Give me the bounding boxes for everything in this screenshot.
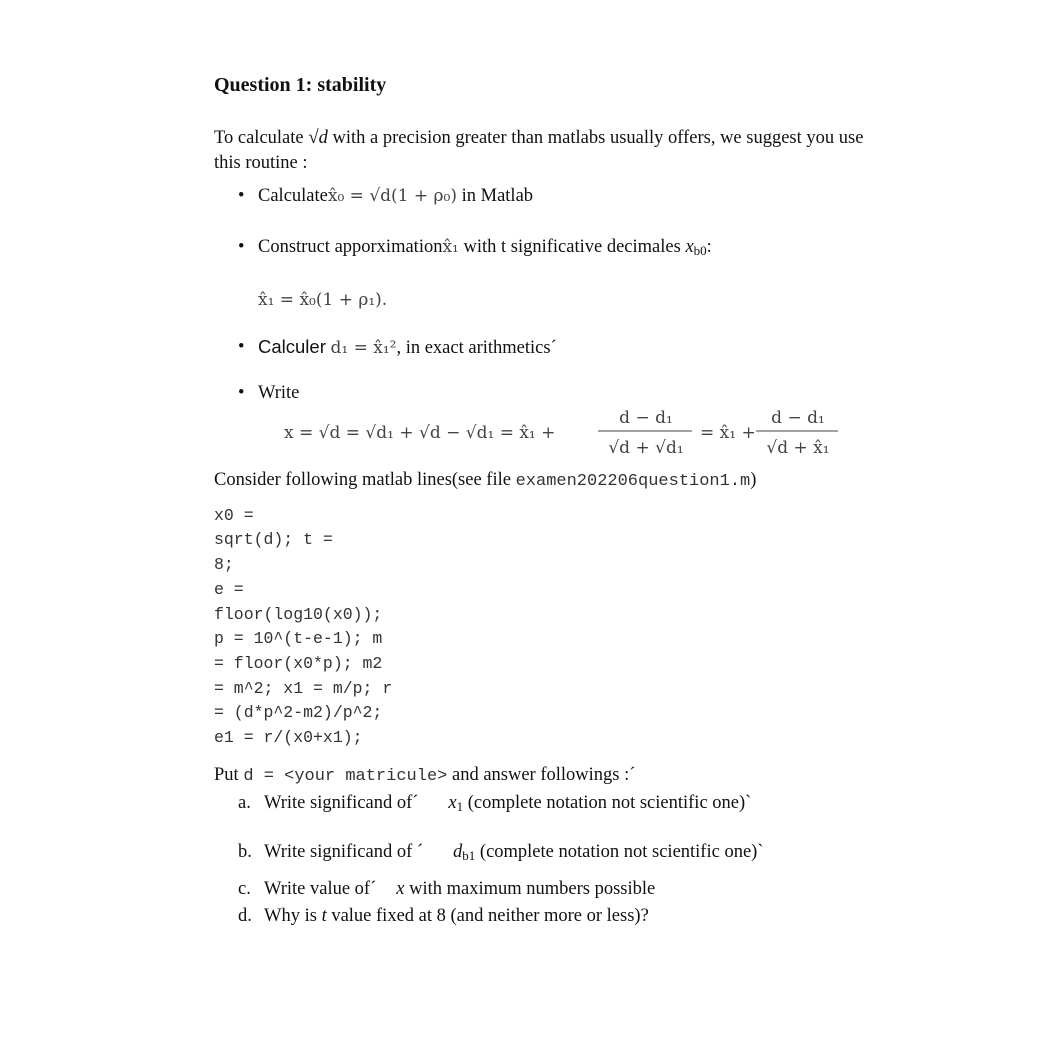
big-equation-mid: = x̂₁ + [700, 422, 756, 443]
question-tail: with maximum numbers possible [409, 878, 656, 899]
code-line: floor(log10(x0)); [214, 604, 383, 624]
question-var: t [321, 905, 327, 926]
bullet-var-sub: b0 [693, 242, 707, 258]
frac2-denominator: √d + x̂₁ [766, 437, 830, 458]
intro-text-after: with a precision greater than matlabs usually offers, we suggest you use this routine : [214, 128, 864, 173]
document-page [214, 72, 874, 929]
put-line [214, 763, 874, 789]
put-lead: Put [214, 764, 239, 785]
question-item-d [214, 904, 874, 929]
question-var: x [448, 792, 457, 813]
big-equation-lhs: x = √d = √d₁ + √d − √d₁ = x̂₁ + [284, 422, 556, 443]
question-text: Write value of´ [264, 878, 377, 899]
question-label: b. [238, 841, 252, 862]
question-item-a [214, 791, 874, 816]
equation-x1-text: x̂₁ = x̂₀(1 + ρ₁). [258, 289, 388, 310]
bullet-lead: Construct apporximation [258, 236, 443, 257]
question-text: Write significand of´ [264, 792, 419, 813]
consider-line [214, 468, 874, 494]
question-var-sub: b1 [462, 847, 476, 863]
intro-text-before: To calculate [214, 128, 304, 148]
question-tail: value fixed at 8 (and neither more or less)? [331, 905, 649, 926]
bullet-dot: • [238, 185, 245, 206]
question-item-b [214, 840, 874, 865]
big-equation-svg [280, 406, 840, 462]
code-line: e1 = r/(x0+x1); [214, 728, 363, 748]
question-var-sub: 1 [456, 798, 464, 814]
question-title: Question 1: stability [214, 74, 387, 96]
bullet-tail: , in exact arithmetics´ [396, 337, 557, 358]
code-line: sqrt(d); t = [214, 530, 333, 550]
question-label: c. [238, 878, 251, 899]
bullet-item-construct [214, 235, 874, 260]
code-line: = (d*p^2-m2)/p^2; [214, 703, 383, 723]
question-text: Write significand of ´ [264, 841, 424, 862]
code-line: = m^2; x1 = m/p; r [214, 678, 393, 698]
bullet-lead: Calculer [258, 335, 326, 357]
frac2-numerator: d − d₁ [771, 407, 825, 428]
question-item-c [214, 877, 874, 902]
intro-paragraph [214, 125, 874, 176]
bullet-dot: • [238, 236, 245, 257]
question-tail: (complete notation not scientific one)` [479, 841, 764, 862]
code-line: e = [214, 579, 244, 599]
intro-var-d: d [318, 128, 328, 148]
consider-text: Consider following matlab lines(see file [214, 469, 511, 490]
frac1-numerator: d − d₁ [619, 407, 673, 428]
bullet-math: x̂₁ [442, 236, 459, 257]
equation-x1 [214, 288, 874, 313]
code-line: 8; [214, 555, 234, 575]
question-label: d. [238, 905, 252, 926]
put-tail: and answer followings :´ [451, 764, 636, 785]
code-line: = floor(x0*p); m2 [214, 653, 383, 673]
bullet-math: d₁ = x̂₁² [330, 337, 397, 358]
code-line: p = 10^(t-e-1); m [214, 629, 383, 649]
question-tail: (complete notation not scientific one)` [467, 792, 752, 813]
consider-file: examen202206question1.m [515, 471, 751, 491]
matlab-code-block [214, 504, 874, 751]
bullet-lead: Write [258, 382, 300, 403]
bullet-math: x̂₀ = √d(1 + ρ₀) [327, 185, 457, 206]
bullet-dot: • [238, 382, 245, 403]
question-list [214, 791, 874, 929]
bullet-colon: : [706, 236, 712, 257]
bullet-var: x [685, 236, 694, 257]
bullet-item-calculate [214, 184, 874, 209]
question-var: d [453, 841, 463, 862]
question-label: a. [238, 792, 251, 813]
bullet-lead: Calculate [258, 185, 328, 206]
question-text: Why is [264, 905, 317, 926]
put-code: d = <your matricule> [243, 766, 448, 786]
frac1-denominator: √d + √d₁ [608, 437, 684, 458]
code-line: x0 = [214, 505, 254, 525]
sqrt-symbol: √ [308, 127, 319, 148]
bullet-tail: with t significative decimales [463, 236, 681, 257]
consider-close: ) [750, 469, 757, 490]
question-var: x [396, 878, 405, 899]
bullet-item-calculer [214, 335, 874, 361]
bullet-dot: • [238, 336, 245, 357]
bullet-tail: in Matlab [461, 185, 534, 206]
big-equation [214, 408, 874, 460]
bullet-item-write [214, 381, 874, 406]
